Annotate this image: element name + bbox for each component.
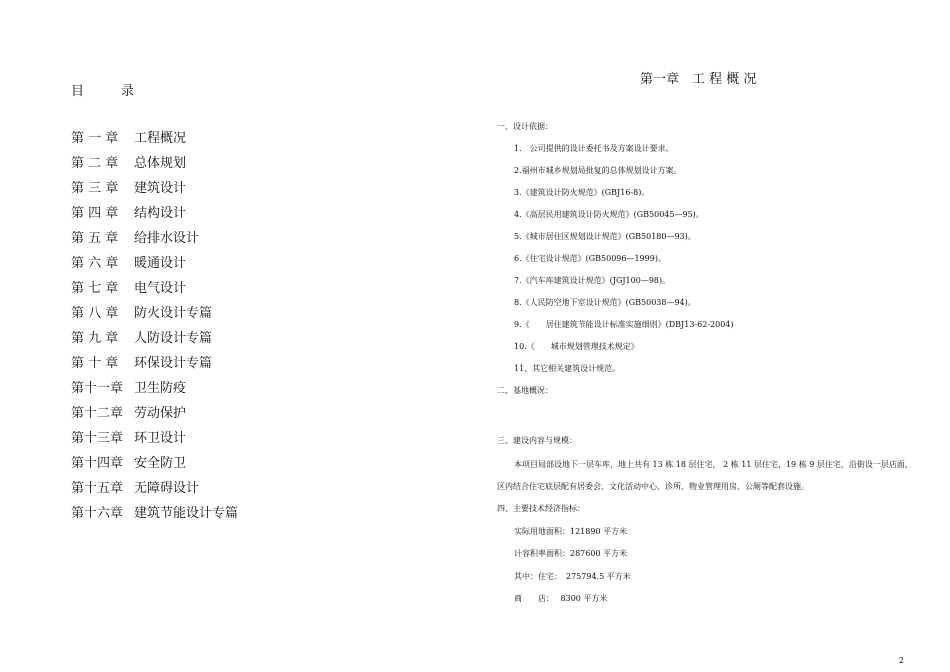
toc-title-char-1: 目 xyxy=(71,84,86,99)
toc-chapter-title: 卫生防疫 xyxy=(134,381,187,396)
toc-chapter-number: 第 五 章 xyxy=(71,231,119,246)
toc-chapter-number: 第十四章 xyxy=(71,456,124,471)
basis-item: 11、其它相关建筑设计规范。 xyxy=(514,364,621,373)
basis-item: 9.《 居住建筑节能设计标准实施细则》(DBJ13-62-2004) xyxy=(514,320,734,329)
toc-chapter-number: 第 四 章 xyxy=(71,206,119,221)
toc-item xyxy=(71,205,238,230)
toc-chapter-title: 总体规划 xyxy=(134,156,187,171)
page-number: 2 xyxy=(898,656,904,665)
toc-chapter-title: 电气设计 xyxy=(134,281,187,296)
scope-paragraph-line: 区内结合住宅底层配有居委会、文化活动中心、诊所、物业管理用房、公厕等配套设施。 xyxy=(497,482,809,491)
section-heading-basis: 一、设计依据： xyxy=(497,122,553,131)
toc-chapter-title: 建筑设计 xyxy=(134,181,187,196)
toc-item xyxy=(71,480,238,505)
toc-chapter-number: 第十一章 xyxy=(71,381,124,396)
indicator-item: 商 店： 8300 平方米 xyxy=(514,594,608,603)
toc-item xyxy=(71,380,238,405)
toc-item xyxy=(71,355,238,380)
indicator-item: 实际用地面积：121890 平方米 xyxy=(514,527,628,536)
toc-chapter-number: 第十二章 xyxy=(71,406,124,421)
toc-title-char-2: 录 xyxy=(121,84,136,99)
toc-chapter-title: 劳动保护 xyxy=(134,406,187,421)
toc-chapter-number: 第 十 章 xyxy=(71,356,119,371)
toc-item xyxy=(71,255,238,280)
basis-item: 6.《住宅设计规范》(GB50096—1999)。 xyxy=(514,254,666,263)
toc-chapter-title: 环卫设计 xyxy=(134,431,187,446)
indicator-item: 计容积率面积：287600 平方米 xyxy=(514,549,628,558)
toc-list xyxy=(71,130,238,530)
basis-item: 7.《汽车库建筑设计规范》(JGJ100—98)。 xyxy=(514,276,671,285)
section-heading-site: 二、基地概况： xyxy=(497,386,553,395)
toc-chapter-title: 建筑节能设计专篇 xyxy=(134,506,239,521)
toc-item xyxy=(71,405,238,430)
toc-item xyxy=(71,455,238,480)
section-heading-indicators: 四、主要技术经济指标： xyxy=(497,504,585,513)
basis-item: 5.《城市居住区规划设计规范》(GB50180—93)。 xyxy=(514,232,696,241)
section-heading-scope: 三、建设内容与规模： xyxy=(497,436,577,445)
toc-chapter-title: 安全防卫 xyxy=(134,456,187,471)
toc-chapter-number: 第十六章 xyxy=(71,506,124,521)
toc-chapter-number: 第 三 章 xyxy=(71,181,119,196)
toc-chapter-number: 第 八 章 xyxy=(71,306,119,321)
basis-item: 3.《建筑设计防火规范》(GBJ16-8)。 xyxy=(514,188,650,197)
toc-item xyxy=(71,280,238,305)
toc-chapter-number: 第 六 章 xyxy=(71,256,119,271)
toc-item xyxy=(71,155,238,180)
toc-chapter-number: 第十三章 xyxy=(71,431,124,446)
toc-chapter-title: 防火设计专篇 xyxy=(134,306,213,321)
chapter-title: 第一章 工 程 概 况 xyxy=(640,72,757,87)
toc-item xyxy=(71,430,238,455)
toc-item xyxy=(71,230,238,255)
basis-item: 8.《人民防空地下室设计规范》(GB50038—94)。 xyxy=(514,298,696,307)
indicator-item: 其中：住宅： 275794.5 平方米 xyxy=(514,572,631,581)
toc-item xyxy=(71,330,238,355)
toc-chapter-title: 暖通设计 xyxy=(134,256,187,271)
toc-chapter-number: 第 二 章 xyxy=(71,156,119,171)
toc-title xyxy=(71,80,135,99)
scope-paragraph-line: 本项目局部设地下一层车库，地上共有 13 栋 18 层住宅， 2 栋 11 层住宅，19 栋 9 层住宅，沿街设一层店面， xyxy=(514,460,913,469)
toc-chapter-number: 第 一 章 xyxy=(71,131,119,146)
toc-chapter-title: 无障碍设计 xyxy=(134,481,200,496)
toc-item xyxy=(71,180,238,205)
basis-item: 2.福州市城乡规划局批复的总体规划设计方案。 xyxy=(514,166,682,175)
toc-chapter-title: 工程概况 xyxy=(134,131,187,146)
basis-item: 10.《 城市规划管理技术规定》 xyxy=(514,342,639,351)
toc-chapter-number: 第十五章 xyxy=(71,481,124,496)
toc-item xyxy=(71,505,238,530)
toc-chapter-title: 环保设计专篇 xyxy=(134,356,213,371)
toc-chapter-number: 第 九 章 xyxy=(71,331,119,346)
toc-item xyxy=(71,305,238,330)
toc-chapter-title: 给排水设计 xyxy=(134,231,200,246)
basis-item: 1. 公司提供的设计委托书及方案设计要求。 xyxy=(514,144,674,153)
toc-chapter-number: 第 七 章 xyxy=(71,281,119,296)
toc-item xyxy=(71,130,238,155)
toc-chapter-title: 结构设计 xyxy=(134,206,187,221)
toc-chapter-title: 人防设计专篇 xyxy=(134,331,213,346)
basis-item: 4.《高层民用建筑设计防火规范》(GB50045—95)。 xyxy=(514,210,704,219)
